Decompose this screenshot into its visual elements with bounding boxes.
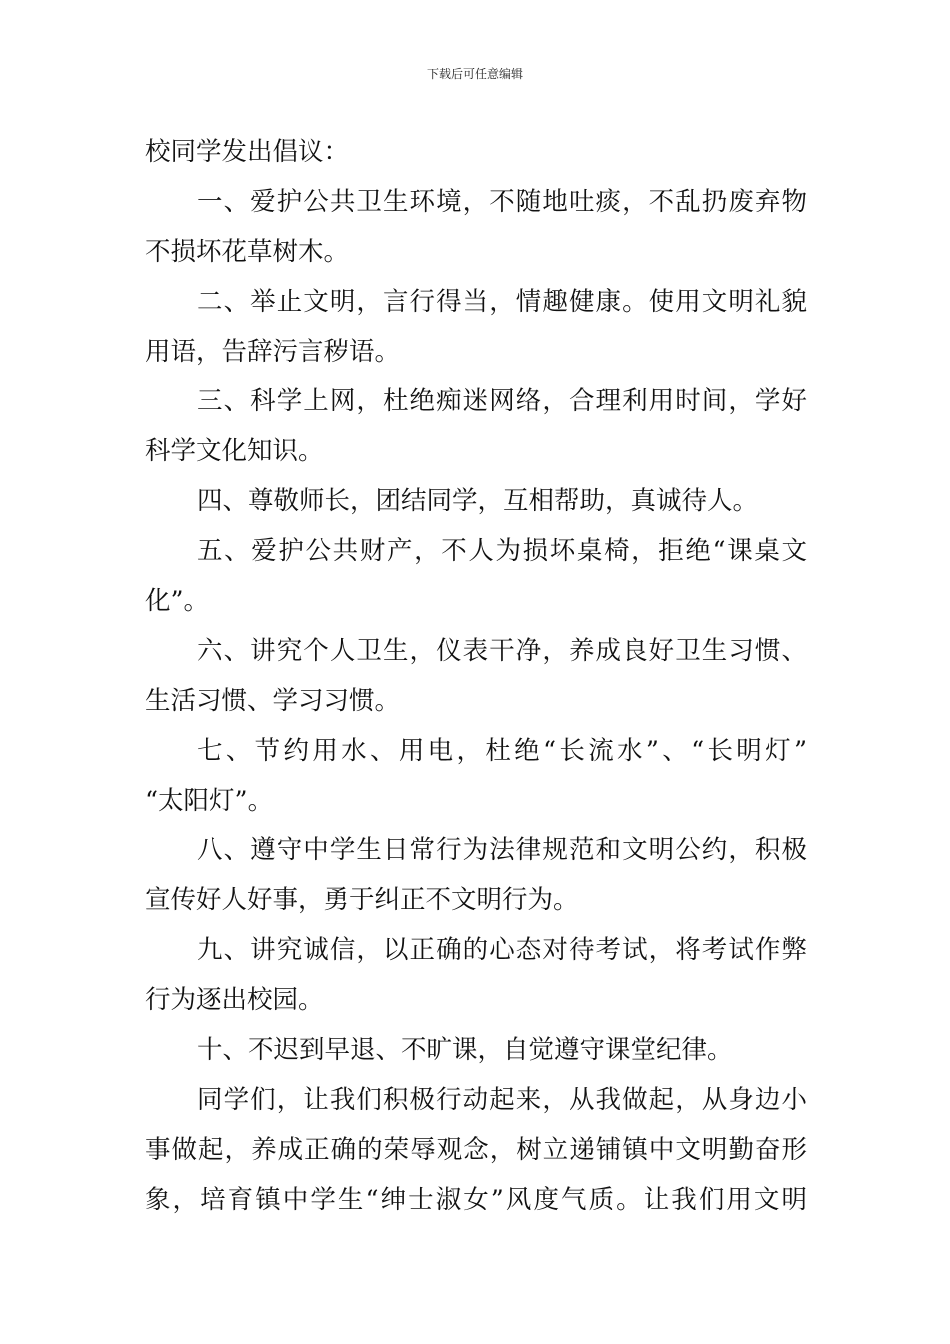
text-line: 八、遵守中学生日常行为法律规范和文明公约，积极 — [197, 835, 807, 866]
text-line: 一、爱护公共卫生环境，不随地吐痰，不乱扔废弃物 — [197, 186, 807, 217]
text-line: 不损坏花草树木。 — [145, 236, 350, 267]
text-line: 同学们，让我们积极行动起来，从我做起，从身边小 — [197, 1084, 807, 1115]
page-header-note: 下载后可任意编辑 — [426, 67, 523, 81]
text-line: 生活习惯、学习习惯。 — [145, 685, 401, 716]
text-line: “太阳灯”。 — [145, 785, 274, 816]
text-line: 六、讲究个人卫生，仪表干净，养成良好卫生习惯、 — [197, 635, 807, 666]
text-line: 科学文化知识。 — [145, 436, 324, 467]
text-line: 象，培育镇中学生“绅士淑女”风度气质。让我们用文明 — [145, 1184, 807, 1215]
text-line: 用语，告辞污言秽语。 — [145, 336, 401, 367]
text-line: 四、尊敬师长，团结同学，互相帮助，真诚待人。 — [197, 486, 759, 517]
text-line: 事做起，养成正确的荣辱观念，树立递铺镇中文明勤奋形 — [145, 1134, 807, 1165]
text-line: 化”。 — [145, 586, 210, 617]
text-line: 五、爱护公共财产，不人为损坏桌椅，拒绝“课桌文 — [197, 536, 807, 567]
text-line: 二、举止文明，言行得当，情趣健康。使用文明礼貌 — [197, 286, 807, 317]
text-line: 七、节约用水、用电，杜绝“长流水”、“长明灯” — [197, 735, 807, 766]
text-line: 校同学发出倡议： — [145, 137, 350, 167]
text-line: 行为逐出校园。 — [145, 985, 324, 1016]
document-body — [145, 128, 807, 1226]
text-line: 十、不迟到早退、不旷课，自觉遵守课堂纪律。 — [197, 1035, 733, 1066]
text-line: 宣传好人好事，勇于纠正不文明行为。 — [145, 885, 579, 916]
text-line: 三、科学上网，杜绝痴迷网络，合理利用时间，学好 — [197, 386, 807, 417]
text-line: 九、讲究诚信，以正确的心态对待考试，将考试作弊 — [197, 935, 807, 966]
